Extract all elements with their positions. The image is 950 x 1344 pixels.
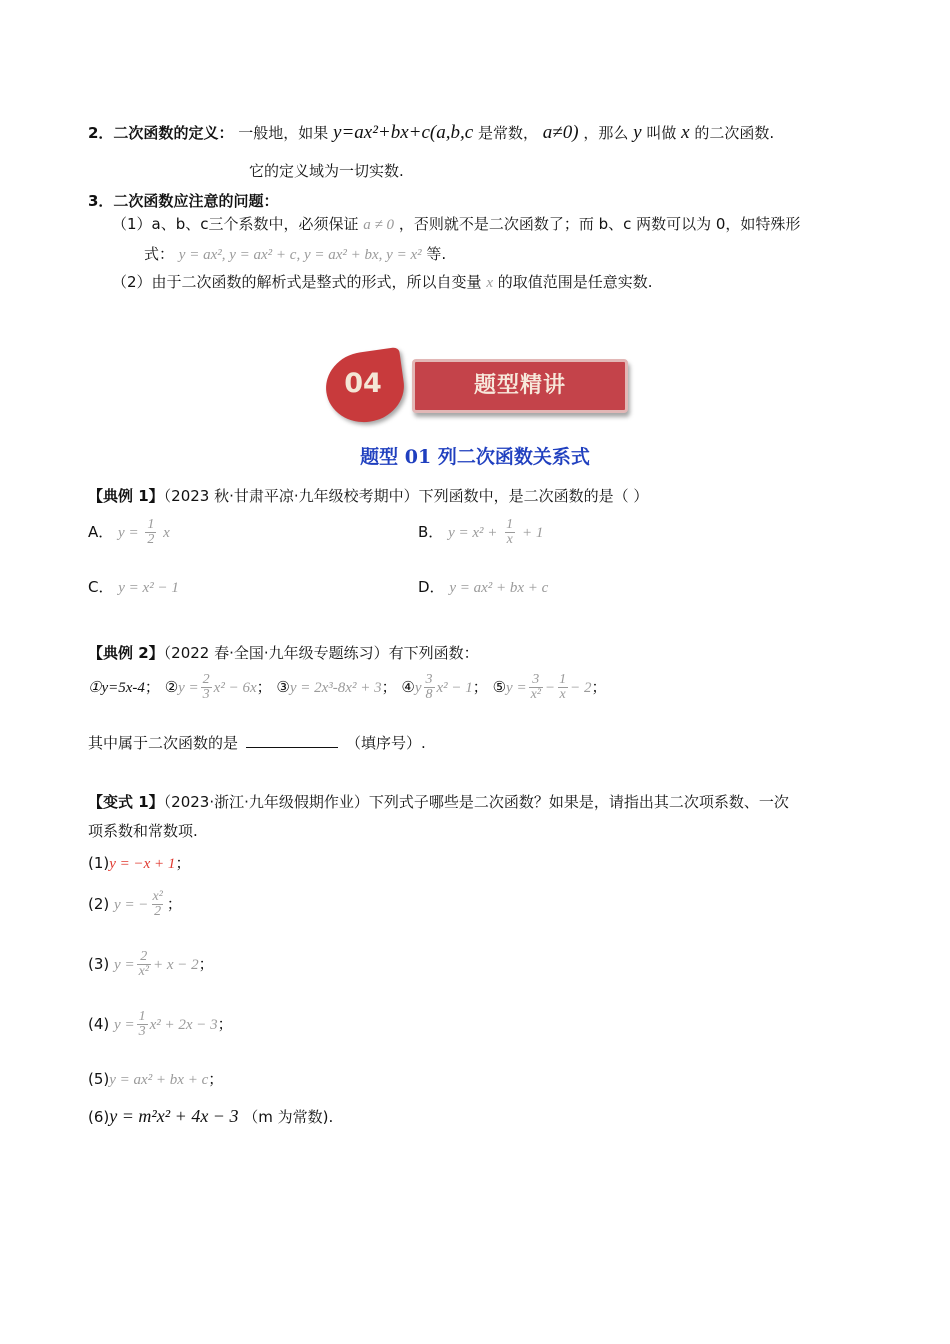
function-3-expr: y = 2x³-8x² + 3	[289, 680, 382, 696]
separator-5: ；	[591, 678, 607, 696]
definition-formula: y=ax²+bx+c(a,b,c	[333, 122, 474, 143]
item-4-end: ；	[217, 1015, 233, 1033]
definition-condition: a≠0)	[542, 122, 579, 143]
separator-3: ；	[381, 678, 397, 696]
item-4-fraction	[137, 1010, 148, 1039]
option-b-post: + 1	[521, 525, 544, 541]
item-3-point-1-forms	[144, 243, 446, 264]
variant-item-4	[88, 1010, 233, 1039]
item-3-pre: y =	[114, 957, 135, 973]
item-1-end: ；	[175, 854, 191, 872]
point-2-text-a: （2）由于二次函数的解析式是整式的形式，所以自变量	[112, 273, 482, 291]
function-2-mark: ②	[164, 678, 179, 696]
variant-1-tag: 【变式 1】	[88, 793, 164, 811]
variant-item-1	[88, 852, 190, 873]
function-5-fraction-1	[529, 673, 543, 702]
variant-item-2	[88, 890, 182, 919]
point-2-var: x	[486, 275, 493, 291]
function-3-mark: ③	[276, 678, 290, 696]
function-5-post: − 2	[570, 680, 592, 696]
item-3-label: 3．二次函数应注意的问题：	[88, 192, 279, 210]
function-4-num: 3	[425, 672, 433, 687]
option-b-label: B．	[418, 523, 444, 541]
example-2-question	[88, 642, 479, 663]
example-2-answer-line	[88, 732, 426, 753]
definition-domain: 它的定义域为一切实数.	[249, 162, 404, 180]
variant-1-text-2: 项系数和常数项.	[88, 822, 198, 840]
item-3-fraction	[137, 950, 151, 979]
function-2-num: 2	[202, 672, 210, 687]
item-2-label: 2．二次函数的定义：	[88, 124, 234, 142]
separator-4: ；	[472, 678, 488, 696]
option-a	[88, 518, 170, 547]
item-6-end: （m 为常数).	[243, 1108, 334, 1126]
function-4-mark: ④	[401, 678, 415, 696]
option-b-fraction	[504, 518, 515, 547]
example-2-functions	[88, 673, 607, 702]
definition-text-3: ，那么	[583, 124, 629, 142]
item-1-label: (1)	[88, 854, 110, 872]
function-2-pre: y =	[178, 680, 199, 696]
example-2-question-text: 其中属于二次函数的是	[88, 734, 239, 752]
point-2-text-b: 的取值范围是任意实数.	[497, 273, 653, 291]
variant-item-5	[88, 1068, 223, 1089]
point-1-text-d: 等.	[426, 245, 447, 263]
item-2-end: ；	[166, 895, 182, 913]
function-5-mark: ⑤	[492, 678, 507, 696]
example-2-question-suffix: （填序号）.	[346, 734, 426, 752]
option-a-label: A．	[88, 523, 114, 541]
function-2-den: 3	[202, 687, 210, 702]
item-5-expr: y = ax² + bx + c	[109, 1072, 209, 1088]
banner-number: 04	[344, 368, 382, 399]
function-5-den-2: x	[559, 687, 566, 702]
function-4-fraction	[424, 673, 435, 702]
item-6-label: (6)	[88, 1108, 110, 1126]
option-a-num: 1	[147, 517, 155, 532]
item-2-fraction	[150, 890, 164, 919]
point-1-text-a: （1）a、b、c三个系数中，必须保证	[112, 215, 359, 233]
definition-text-2: 是常数，	[477, 124, 538, 142]
function-2-fraction	[201, 673, 212, 702]
example-1-text: （2023 秋·甘肃平凉·九年级校考期中）下列函数中，是二次函数的是（ ）	[163, 487, 649, 505]
item-3-post: + x − 2	[152, 957, 199, 973]
option-a-post: x	[163, 525, 170, 541]
function-4-post: x² − 1	[436, 680, 473, 696]
item-2-num: x²	[152, 889, 163, 904]
example-2-text: （2022 春·全国·九年级专题练习）有下列函数：	[163, 644, 479, 662]
item-3-end: ；	[198, 955, 214, 973]
item-3-point-2	[112, 271, 653, 292]
option-c	[88, 576, 179, 597]
function-5-num-1: 3	[532, 672, 540, 687]
definition-line	[88, 122, 774, 144]
variant-item-6	[88, 1106, 333, 1127]
option-b-pre: y = x² +	[448, 525, 498, 541]
var-y: y	[633, 122, 642, 143]
option-a-pre: y =	[118, 525, 139, 541]
item-4-pre: y =	[114, 1017, 135, 1033]
function-4-den: 8	[425, 687, 433, 702]
option-c-label: C．	[88, 578, 114, 596]
example-2-tag: 【典例 2】	[88, 644, 164, 662]
definition-text-4: 叫做	[646, 124, 677, 142]
item-3-label: (3)	[88, 955, 110, 973]
var-x: x	[681, 122, 690, 143]
variant-1-question	[88, 791, 789, 812]
variant-item-3	[88, 950, 214, 979]
item-3-point-1	[112, 213, 800, 234]
item-3-num: 2	[140, 949, 148, 964]
item-5-end: ；	[208, 1070, 224, 1088]
function-1: ①y=5x-4	[88, 680, 145, 696]
item-6-expr: y = m²x² + 4x − 3	[109, 1106, 239, 1126]
item-3-den: x²	[138, 964, 149, 979]
function-4-pre: y	[414, 680, 422, 696]
item-4-num: 1	[138, 1009, 146, 1024]
item-2-pre: y = −	[114, 897, 149, 913]
separator-2: ；	[256, 678, 272, 696]
function-2-post: x² − 6x	[213, 680, 257, 696]
item-4-post: x² + 2x − 3	[149, 1017, 218, 1033]
point-1-text-c: 式：	[144, 245, 175, 263]
function-5-den-1: x²	[530, 687, 541, 702]
function-5-fraction-2	[557, 673, 568, 702]
option-b	[418, 518, 543, 547]
function-5-num-2: 1	[559, 672, 567, 687]
option-b-den: x	[506, 532, 513, 547]
point-1-condition: a ≠ 0	[363, 217, 395, 233]
special-forms: y = ax², y = ax² + c, y = ax² + bx, y = x²	[178, 247, 422, 263]
example-1-question	[88, 485, 648, 506]
option-d-expr: y = ax² + bx + c	[449, 580, 549, 596]
point-1-text-b: ，否则就不是二次函数了；而 b、c 两数可以为 0，如特殊形	[398, 215, 801, 233]
item-5-label: (5)	[88, 1070, 110, 1088]
definition-text-5: 的二次函数.	[694, 124, 775, 142]
option-b-num: 1	[506, 517, 514, 532]
item-1-expr: y = −x + 1	[109, 856, 176, 872]
function-5-minus: −	[544, 680, 556, 696]
variant-1-text-1: （2023·浙江·九年级假期作业）下列式子哪些是二次函数？如果是，请指出其二次项系数、一次	[163, 793, 789, 811]
option-d-label: D．	[418, 578, 445, 596]
definition-text-1: 一般地，如果	[238, 124, 329, 142]
option-a-fraction	[145, 518, 156, 547]
answer-blank[interactable]	[246, 733, 338, 748]
banner-title: 题型精讲	[473, 373, 566, 398]
item-4-label: (4)	[88, 1015, 110, 1033]
option-d	[418, 576, 548, 597]
section-title: 题型 01 列二次函数关系式	[360, 446, 590, 468]
item-2-label: (2)	[88, 895, 110, 913]
separator-1: ；	[144, 678, 160, 696]
example-1-tag: 【典例 1】	[88, 487, 164, 505]
item-2-den: 2	[154, 904, 162, 919]
item-4-den: 3	[138, 1024, 146, 1039]
function-5-pre: y =	[506, 680, 527, 696]
option-c-expr: y = x² − 1	[118, 580, 179, 596]
option-a-den: 2	[147, 532, 155, 547]
